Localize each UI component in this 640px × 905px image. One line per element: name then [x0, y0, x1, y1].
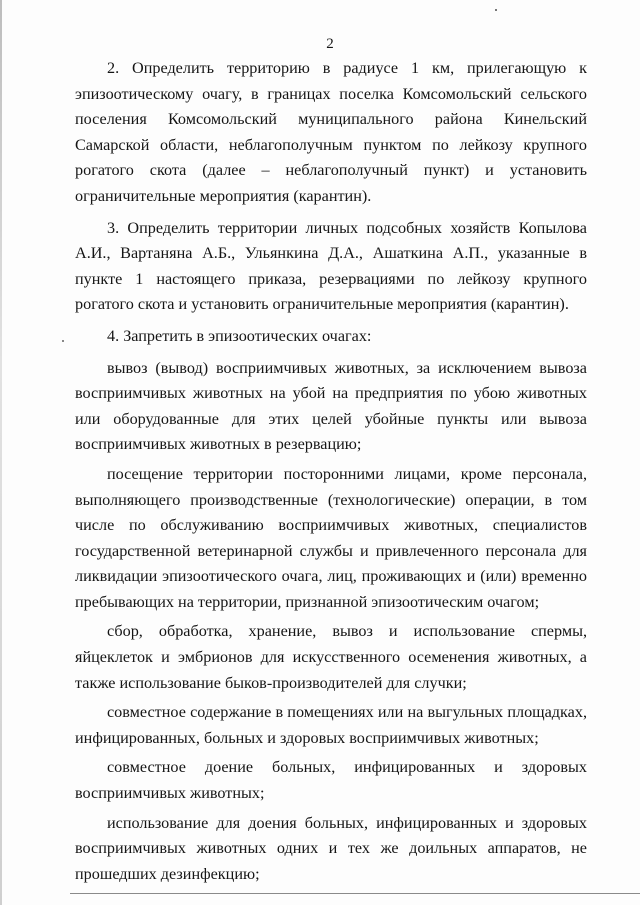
paragraph-item-3: 3. Определить территории личных подсобных хозяйств Копылова А.И., Вартаняна А.Б., Ульянкина Д.А., Ашаткина А.П., указанные в пункте 1 настоящего приказа, резервациями по лейкозу крупного рогатого скота и установить ограничительные мероприятия (карантин). — [75, 218, 587, 314]
prohibition-shared-equipment: использование для доения больных, инфицированных и здоровых восприимчивых животных одних и тех же доильных аппаратов, не прошедших дезинфекцию; — [75, 813, 587, 883]
paragraph-item-4: 4. Запретить в эпизоотических очагах: — [107, 326, 372, 345]
prohibition-semen: сбор, обработка, хранение, вывоз и использование спермы, яйцеклеток и эмбрионов для искусственного осеменения животных, а также использование быков-производителей для случки; — [75, 622, 587, 692]
scan-edge — [0, 0, 2, 905]
prohibition-visits: посещение территории посторонними лицами, кроме персонала, выполняющего производственные (технологические) операции, в том числе по обслуживанию восприимчивых животных, специалистов государственной ветеринарной службы и привлеченного персонала для ликвидации эпизоотического очага, лиц, проживающих и (или) временно пребывающих на территории, признанной эпизоотическим очагом; — [75, 464, 587, 611]
prohibition-joint-milking: совместное доение больных, инфицированных и здоровых восприимчивых животных; — [75, 758, 587, 803]
prohibition-removal: вывоз (вывод) восприимчивых животных, за исключением вывоза восприимчивых животных на убой на предприятия по убою животных или оборудованные для этих целей убойные пункты или вывоза восприимчивых животных в резервацию; — [75, 358, 587, 454]
scan-speck — [62, 340, 64, 342]
document-body — [75, 56, 587, 887]
prohibition-joint-keeping: совместное содержание в помещениях или на выгульных площадках, инфицированных, больных и здоровых восприимчивых животных; — [75, 703, 587, 747]
paragraph-item-2: 2. Определить территорию в радиусе 1 км, прилегающую к эпизоотическому очагу, в границах поселка Комсомольский сельского поселения Комсомольский муниципального района Кинельский Самарской области, неблагополучным пунктом по лейкозу крупного рогатого скота (далее – неблагополучный пункт) и установить ограничительные мероприятия (карантин). — [75, 59, 587, 205]
page-number: 2 — [326, 36, 334, 52]
scan-speck — [495, 9, 497, 11]
scan-artifact-line — [70, 893, 640, 894]
